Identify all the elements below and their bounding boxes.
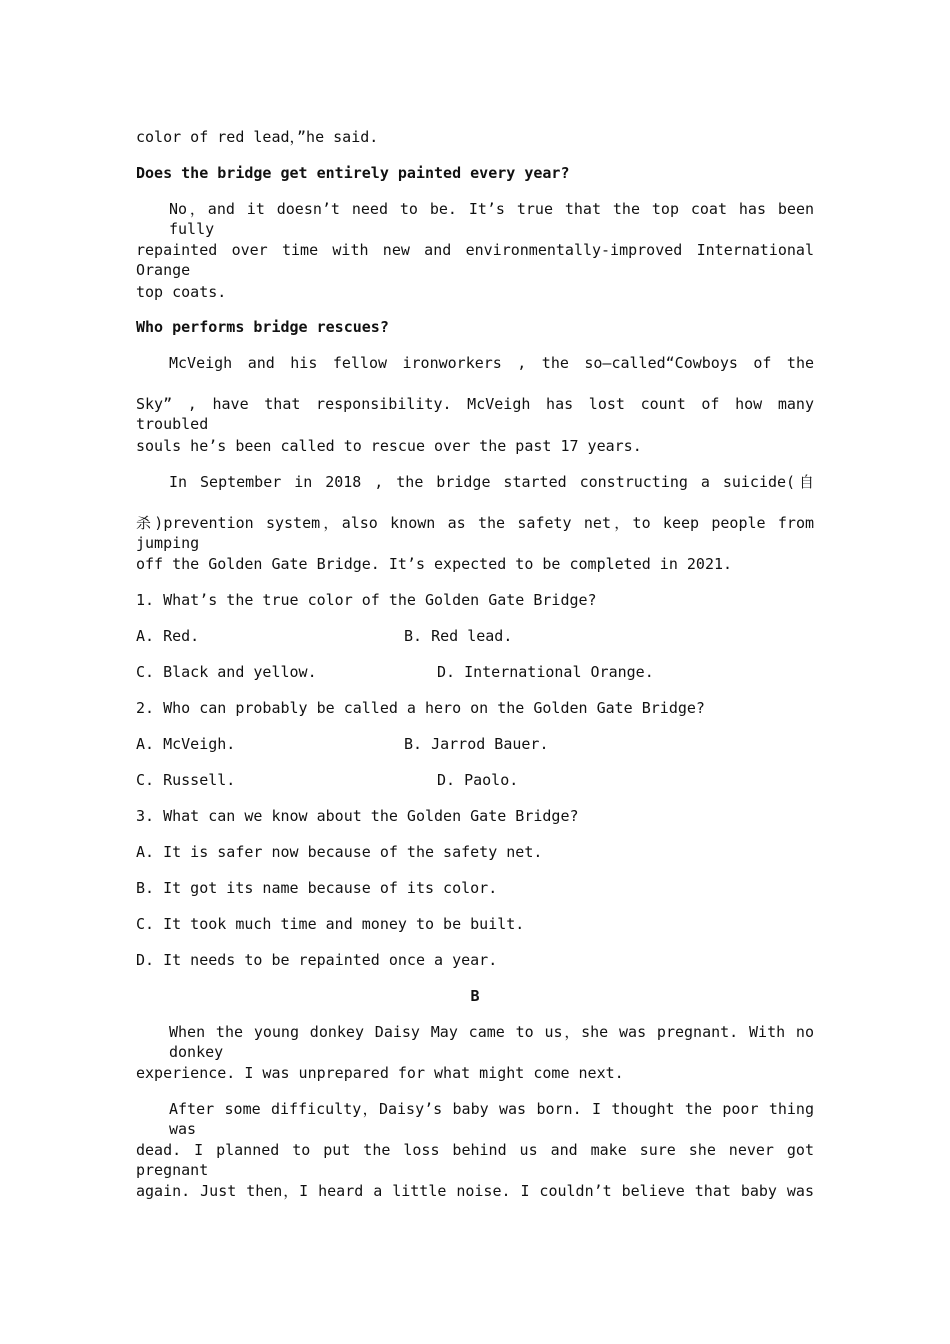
paragraph-line: souls he’s been called to rescue over the past 17 years.	[136, 437, 642, 455]
paragraph-line: Sky” , have that responsibility. McVeigh has lost count of how many troubled	[136, 395, 814, 433]
paragraph-line: In September in 2018 , the bridge started constructing a suicide(自	[169, 473, 814, 491]
option-c: C. It took much time and money to be built.	[136, 915, 525, 933]
option-a: A. McVeigh.	[136, 735, 236, 753]
option-d: D. It needs to be repainted once a year.	[136, 951, 498, 969]
option-c: C. Black and yellow.	[136, 663, 317, 681]
section-heading-b: B	[470, 987, 480, 1005]
text-line: color of red lead，”he said.	[136, 128, 379, 146]
paragraph-line: again. Just then，I heard a little noise. I couldn’t believe that baby was	[136, 1182, 814, 1200]
paragraph-line: top coats.	[136, 283, 227, 301]
paragraph-line: 杀)prevention system，also known as the safety net，to keep people from jumping	[136, 514, 814, 552]
section-question-heading: Who performs bridge rescues?	[136, 318, 389, 336]
paragraph-line: repainted over time with new and environmentally-improved International Orange	[136, 241, 814, 279]
section-question-heading: Does the bridge get entirely painted every year?	[136, 164, 570, 182]
question-2: 2. Who can probably be called a hero on the Golden Gate Bridge?	[136, 699, 705, 717]
option-b: B. It got its name because of its color.	[136, 879, 498, 897]
option-b: B. Jarrod Bauer.	[404, 735, 549, 753]
paragraph-line: off the Golden Gate Bridge. It’s expected to be completed in 2021.	[136, 555, 733, 573]
option-d: D. Paolo.	[437, 771, 519, 789]
option-b: B. Red lead.	[404, 627, 513, 645]
question-3: 3. What can we know about the Golden Gate Bridge?	[136, 807, 579, 825]
paragraph-line: When the young donkey Daisy May came to us，she was pregnant. With no donkey	[169, 1023, 814, 1061]
paragraph-line: experience. I was unprepared for what might come next.	[136, 1064, 624, 1082]
option-a: A. It is safer now because of the safety net.	[136, 843, 543, 861]
paragraph-line: McVeigh and his fellow ironworkers , the so—called“Cowboys of the	[169, 354, 814, 372]
paragraph-line: No，and it doesn’t need to be. It’s true that the top coat has been fully	[169, 200, 814, 238]
option-d: D. International Orange.	[437, 663, 654, 681]
question-1: 1. What’s the true color of the Golden Gate Bridge?	[136, 591, 597, 609]
paragraph-line: After some difficulty，Daisy’s baby was born. I thought the poor thing was	[169, 1100, 814, 1138]
option-a: A. Red.	[136, 627, 200, 645]
paragraph-line: dead. I planned to put the loss behind us and make sure she never got pregnant	[136, 1141, 814, 1179]
option-c: C. Russell.	[136, 771, 236, 789]
